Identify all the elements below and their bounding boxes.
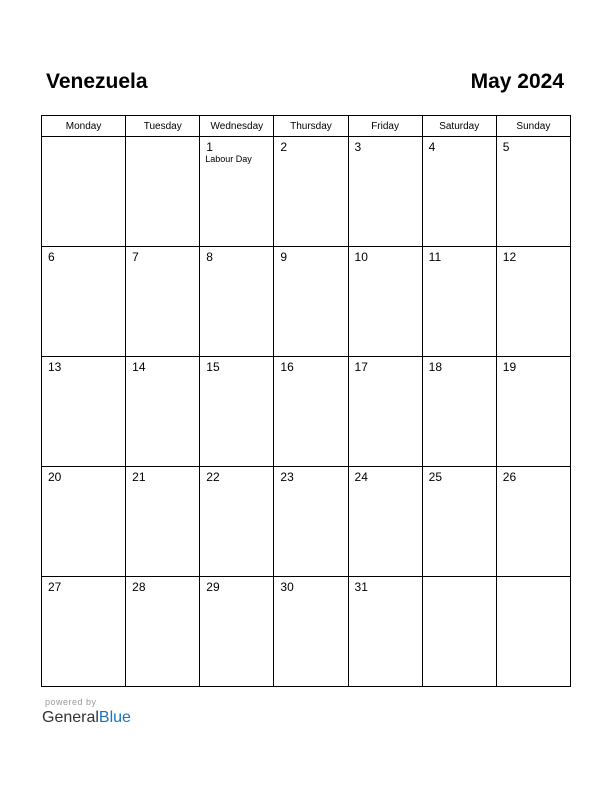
day-number: 30 xyxy=(280,580,294,594)
day-cell xyxy=(274,577,348,687)
day-cell xyxy=(200,577,274,687)
weekday-saturday: Saturday xyxy=(422,116,496,137)
weekday-thursday: Thursday xyxy=(274,116,348,137)
day-cell xyxy=(496,247,570,357)
day-cell xyxy=(422,467,496,577)
day-number: 8 xyxy=(206,250,213,264)
day-cell xyxy=(274,357,348,467)
day-cell xyxy=(274,247,348,357)
day-cell xyxy=(348,467,422,577)
day-cell xyxy=(348,357,422,467)
week-row xyxy=(42,357,571,467)
day-number: 25 xyxy=(428,470,443,484)
day-number: 27 xyxy=(48,580,62,594)
day-number: 31 xyxy=(354,580,368,594)
day-cell xyxy=(200,247,274,357)
week-row xyxy=(42,577,571,687)
month-year-title: May 2024 xyxy=(470,70,564,93)
week-row xyxy=(42,137,571,247)
generalblue-logo[interactable] xyxy=(42,709,131,727)
day-cell xyxy=(348,137,422,247)
day-cell xyxy=(126,577,200,687)
day-cell xyxy=(200,357,274,467)
day-number: 16 xyxy=(280,360,294,374)
day-number: 5 xyxy=(502,140,510,154)
day-cell xyxy=(42,137,126,247)
day-number: 29 xyxy=(206,580,220,594)
day-number: 12 xyxy=(502,250,517,264)
day-cell xyxy=(200,467,274,577)
day-cell xyxy=(274,137,348,247)
day-number: 9 xyxy=(280,250,288,264)
day-number: 19 xyxy=(502,360,517,374)
day-number: 13 xyxy=(48,360,62,374)
week-row xyxy=(42,247,571,357)
day-cell xyxy=(422,357,496,467)
day-cell xyxy=(274,467,348,577)
day-cell xyxy=(496,577,570,687)
day-cell xyxy=(422,247,496,357)
day-cell xyxy=(126,247,200,357)
weekday-friday: Friday xyxy=(348,116,422,137)
weekday-monday: Monday xyxy=(42,116,126,137)
day-number: 4 xyxy=(428,140,436,154)
day-cell xyxy=(496,137,570,247)
day-cell xyxy=(42,577,126,687)
day-cell xyxy=(126,467,200,577)
weekday-tuesday: Tuesday xyxy=(126,116,200,137)
day-cell xyxy=(496,357,570,467)
calendar-grid xyxy=(41,115,571,687)
day-cell xyxy=(126,357,200,467)
brand-name-general: General xyxy=(42,709,99,726)
day-number: 20 xyxy=(48,470,62,484)
weekday-header-row xyxy=(42,116,571,137)
country-title: Venezuela xyxy=(46,70,148,93)
day-number: 1 xyxy=(206,140,213,154)
day-number: 2 xyxy=(280,140,288,154)
day-cell xyxy=(42,247,126,357)
day-number: 7 xyxy=(132,250,139,264)
powered-by-text: powered by xyxy=(45,697,97,707)
day-number: 24 xyxy=(354,470,368,484)
day-cell xyxy=(496,467,570,577)
day-number: 22 xyxy=(206,470,220,484)
day-cell xyxy=(348,577,422,687)
day-number: 15 xyxy=(206,360,220,374)
day-number: 6 xyxy=(48,250,55,264)
day-number: 21 xyxy=(132,470,146,484)
day-cell xyxy=(422,137,496,247)
day-cell xyxy=(348,247,422,357)
holiday-label: Labour Day xyxy=(205,154,252,164)
day-number: 26 xyxy=(502,470,517,484)
day-number: 10 xyxy=(354,250,368,264)
weekday-wednesday: Wednesday xyxy=(200,116,274,137)
day-cell xyxy=(422,577,496,687)
day-number: 17 xyxy=(354,360,368,374)
week-row xyxy=(42,467,571,577)
day-number: 11 xyxy=(428,250,442,264)
day-number: 3 xyxy=(354,140,362,154)
day-cell xyxy=(126,137,200,247)
day-cell xyxy=(200,137,274,247)
day-cell xyxy=(42,467,126,577)
day-number: 23 xyxy=(280,470,294,484)
day-number: 18 xyxy=(428,360,443,374)
brand-name-blue: Blue xyxy=(98,709,131,726)
day-number: 14 xyxy=(132,360,146,374)
day-number: 28 xyxy=(132,580,146,594)
weekday-sunday: Sunday xyxy=(496,116,570,137)
day-cell xyxy=(42,357,126,467)
